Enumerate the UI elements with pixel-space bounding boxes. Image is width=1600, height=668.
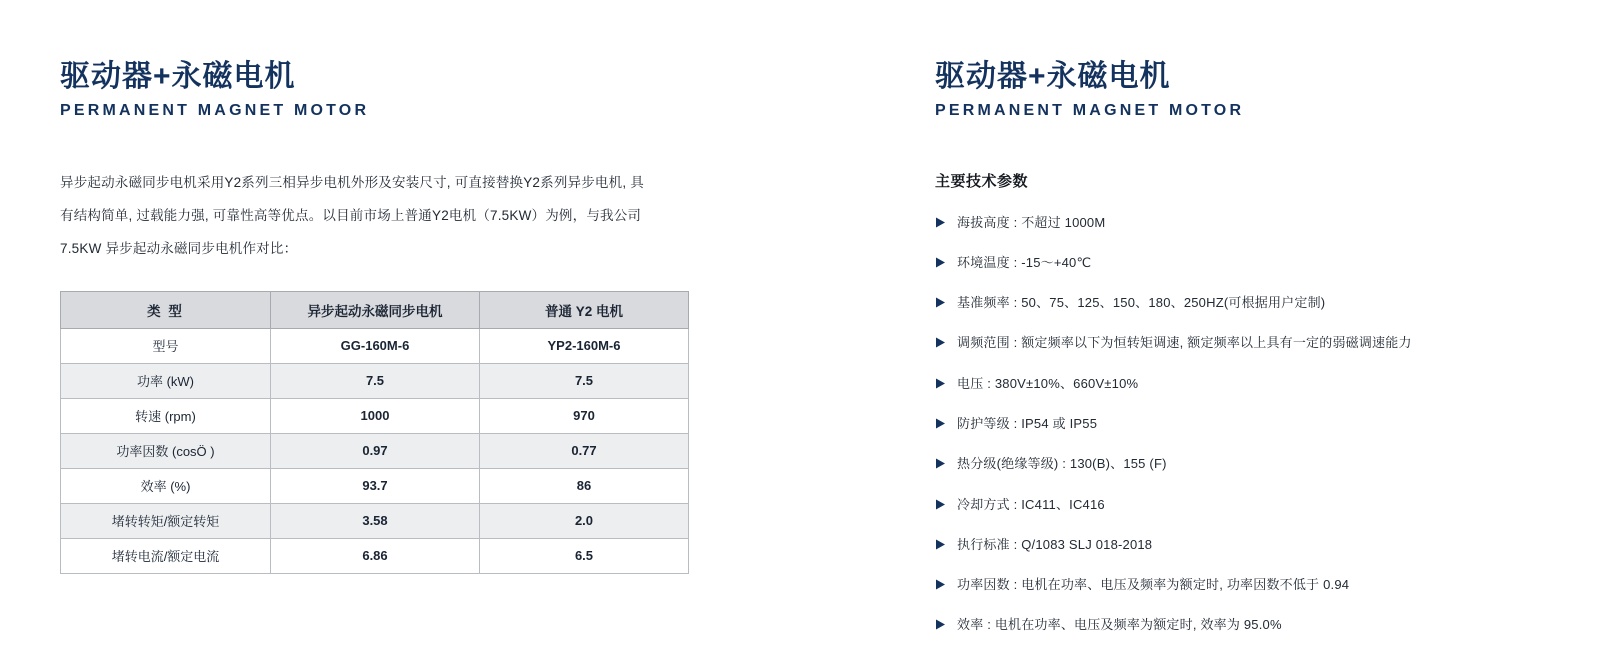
- table-cell-label: 堵转转矩/额定转矩: [61, 503, 271, 538]
- table-cell-value: GG-160M-6: [271, 328, 480, 363]
- table-row: [61, 328, 689, 363]
- comparison-table: [60, 291, 689, 574]
- table-cell-label: 功率因数 (cosÖ ): [61, 433, 271, 468]
- table-cell-label: 型号: [61, 328, 271, 363]
- list-item-label: 效率 : 电机在功率、电压及频率为额定时, 效率为 95.0%: [957, 617, 1282, 633]
- list-item: [935, 333, 1555, 354]
- table-header-cell: 普通 Y2 电机: [480, 291, 689, 328]
- table-cell-value: 86: [480, 468, 689, 503]
- table-row: [61, 433, 689, 468]
- table-cell-value: 0.97: [271, 433, 480, 468]
- list-item: [935, 414, 1555, 435]
- parameters-heading: 主要技术参数: [935, 172, 1029, 190]
- table-cell-value: YP2-160M-6: [480, 328, 689, 363]
- table-cell-value: 3.58: [271, 503, 480, 538]
- triangle-right-icon: [935, 336, 947, 349]
- list-item-label: 海拔高度 : 不超过 1000M: [957, 214, 1106, 230]
- table-row: [61, 398, 689, 433]
- list-item-label: 调频范围 : 额定频率以下为恒转矩调速, 额定频率以上具有一定的弱磁调速能力: [957, 335, 1412, 351]
- list-item: [935, 293, 1555, 314]
- table-cell-label: 转速 (rpm): [61, 398, 271, 433]
- left-title-en: PERMANENT MAGNET MOTOR: [60, 101, 370, 119]
- table-cell-value: 93.7: [271, 468, 480, 503]
- list-item: [935, 253, 1555, 274]
- triangle-right-icon: [935, 256, 947, 269]
- list-item-label: 防护等级 : IP54 或 IP55: [957, 415, 1098, 431]
- left-column: [60, 58, 760, 574]
- table-cell-value: 7.5: [480, 363, 689, 398]
- table-row: [61, 503, 689, 538]
- list-item-label: 环境温度 : -15〜+40℃: [957, 254, 1092, 270]
- parameters-list: [935, 213, 1555, 637]
- intro-paragraph: 异步起动永磁同步电机采用Y2系列三相异步电机外形及安装尺寸, 可直接替换Y2系列异步电机, 具有结构简单, 过载能力强, 可靠性高等优点。以目前市场上普通Y2电机（7.5KW）为例，与我公司7.5KW 异步起动永磁同步电机作对比：: [60, 174, 644, 256]
- table-cell-value: 6.5: [480, 538, 689, 573]
- table-cell-value: 1000: [271, 398, 480, 433]
- table-row: [61, 538, 689, 573]
- triangle-right-icon: [935, 296, 947, 309]
- list-item: [935, 615, 1555, 636]
- table-row: [61, 363, 689, 398]
- list-item: [935, 495, 1555, 516]
- list-item: [935, 374, 1555, 395]
- table-cell-value: 0.77: [480, 433, 689, 468]
- list-item: [935, 213, 1555, 234]
- table-cell-value: 6.86: [271, 538, 480, 573]
- list-item: [935, 575, 1555, 596]
- table-header-row: [61, 291, 689, 328]
- table-cell-value: 7.5: [271, 363, 480, 398]
- right-column: [935, 58, 1555, 656]
- triangle-right-icon: [935, 538, 947, 551]
- right-title-cn: 驱动器+永磁电机: [935, 60, 1171, 93]
- list-item-label: 基准频率 : 50、75、125、150、180、250HZ(可根据用户定制): [957, 295, 1326, 311]
- table-cell-value: 970: [480, 398, 689, 433]
- table-cell-label: 效率 (%): [61, 468, 271, 503]
- list-item-label: 冷却方式 : IC411、IC416: [957, 496, 1105, 512]
- right-title-en: PERMANENT MAGNET MOTOR: [935, 101, 1245, 119]
- list-item-label: 功率因数 : 电机在功率、电压及频率为额定时, 功率因数不低于 0.94: [957, 577, 1350, 593]
- table-row: [61, 468, 689, 503]
- list-item: [935, 535, 1555, 556]
- triangle-right-icon: [935, 457, 947, 470]
- table-header-cell: 异步起动永磁同步电机: [271, 291, 480, 328]
- triangle-right-icon: [935, 578, 947, 591]
- table-cell-label: 堵转电流/额定电流: [61, 538, 271, 573]
- list-item: [935, 454, 1555, 475]
- table-cell-label: 功率 (kW): [61, 363, 271, 398]
- triangle-right-icon: [935, 498, 947, 511]
- triangle-right-icon: [935, 216, 947, 229]
- table-cell-value: 2.0: [480, 503, 689, 538]
- left-title-cn: 驱动器+永磁电机: [60, 60, 296, 93]
- triangle-right-icon: [935, 377, 947, 390]
- triangle-right-icon: [935, 618, 947, 631]
- table-header-cell: 类 型: [61, 291, 271, 328]
- list-item-label: 热分级(绝缘等级) : 130(B)、155 (F): [957, 456, 1167, 472]
- triangle-right-icon: [935, 417, 947, 430]
- list-item-label: 电压 : 380V±10%、660V±10%: [957, 375, 1139, 391]
- list-item-label: 执行标准 : Q/1083 SLJ 018-2018: [957, 536, 1153, 552]
